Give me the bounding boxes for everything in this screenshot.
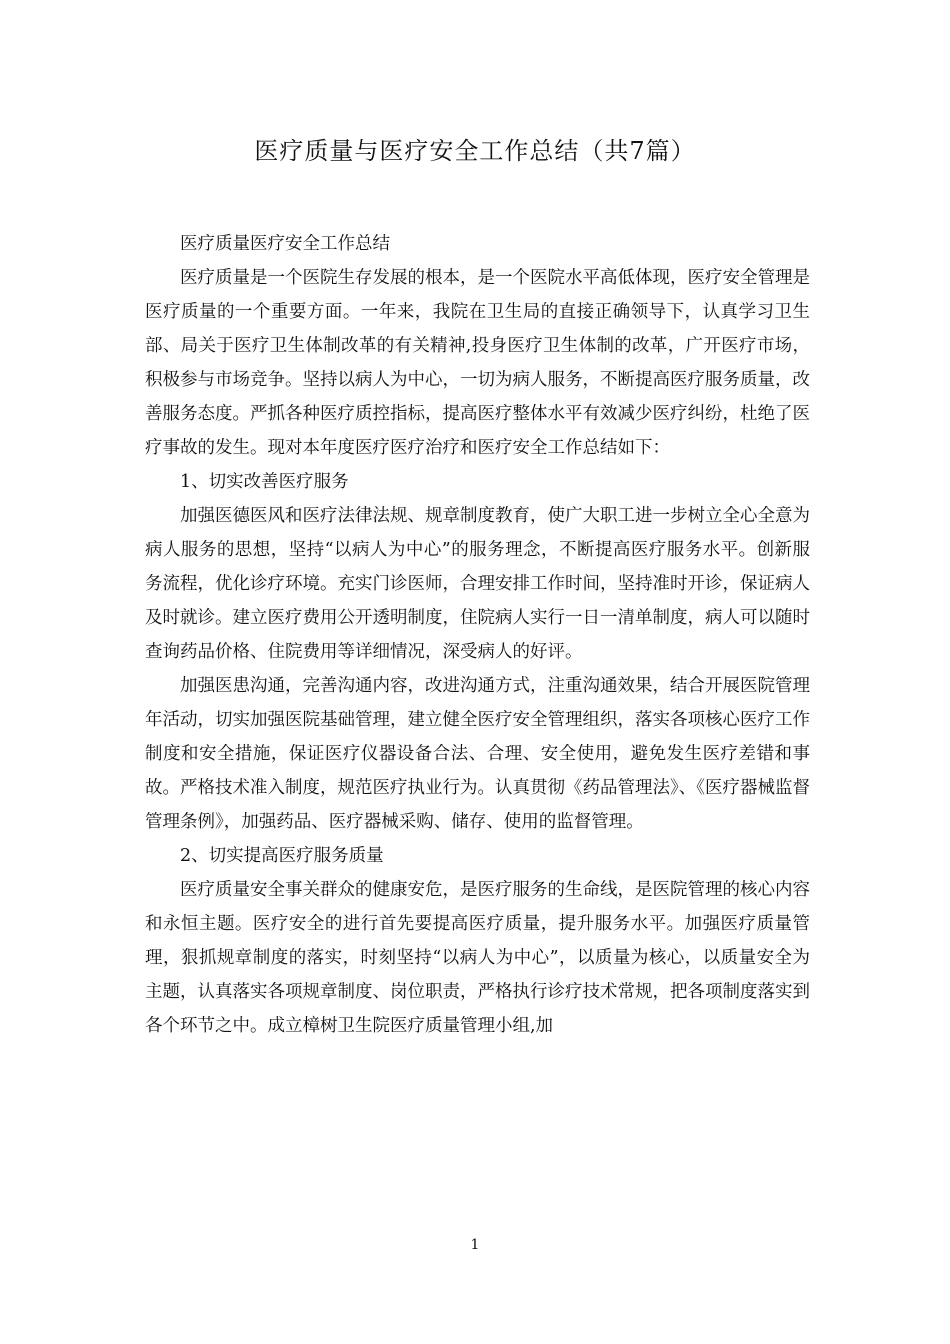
section-heading: 2、切实提高医疗服务质量 — [180, 846, 384, 866]
document-body — [145, 227, 810, 1043]
section-heading: 1、切实改善医疗服务 — [180, 472, 349, 492]
section-heading: 医疗质量医疗安全工作总结 — [180, 234, 390, 254]
body-paragraph: 医疗质量是一个医院生存发展的根本，是一个医院水平高低体现，医疗安全管理是医疗质量的一个重要方面。一年来，我院在卫生局的直接正确领导下，认真学习卫生部、局关于医疗卫生体制改革的有关精神,投身医疗卫生体制的改革，广开医疗市场，积极参与市场竞争。坚持以病人为中心，一切为病人服务，不断提高医疗服务质量，改善服务态度。严抓各种医疗质控指标，提高医疗整体水平有效减少医疗纠纷，杜绝了医疗事故的发生。现对本年度医疗医疗治疗和医疗安全工作总结如下： — [145, 268, 810, 458]
document-title: 医疗质量与医疗安全工作总结（共7篇） — [254, 137, 696, 165]
page-number: 1 — [470, 1237, 480, 1253]
body-paragraph: 医疗质量安全事关群众的健康安危，是医疗服务的生命线，是医院管理的核心内容和永恒主题。医疗安全的进行首先要提高医疗质量，提升服务水平。加强医疗质量管理，狠抓规章制度的落实，时刻坚持“以病人为中心”，以质量为核心，以质量安全为主题，认真落实各项规章制度、岗位职责，严格执行诊疗技术常规，把各项制度落实到各个环节之中。成立樟树卫生院医疗质量管理小组,加 — [145, 880, 810, 1036]
body-paragraph: 加强医德医风和医疗法律法规、规章制度教育，使广大职工进一步树立全心全意为病人服务的思想，坚持“以病人为中心”的服务理念，不断提高医疗服务水平。创新服务流程，优化诊疗环境。充实门诊医师，合理安排工作时间，坚持准时开诊，保证病人及时就诊。建立医疗费用公开透明制度，住院病人实行一日一清单制度，病人可以随时查询药品价格、住院费用等详细情况，深受病人的好评。 — [145, 506, 810, 662]
body-paragraph: 加强医患沟通，完善沟通内容，改进沟通方式，注重沟通效果，结合开展医院管理年活动，切实加强医院基础管理，建立健全医疗安全管理组织，落实各项核心医疗工作制度和安全措施，保证医疗仪器设备合法、合理、安全使用，避免发生医疗差错和事故。严格技术准入制度，规范医疗执业行为。认真贯彻《药品管理法》、《医疗器械监督管理条例》，加强药品、医疗器械采购、储存、使用的监督管理。 — [145, 676, 810, 832]
